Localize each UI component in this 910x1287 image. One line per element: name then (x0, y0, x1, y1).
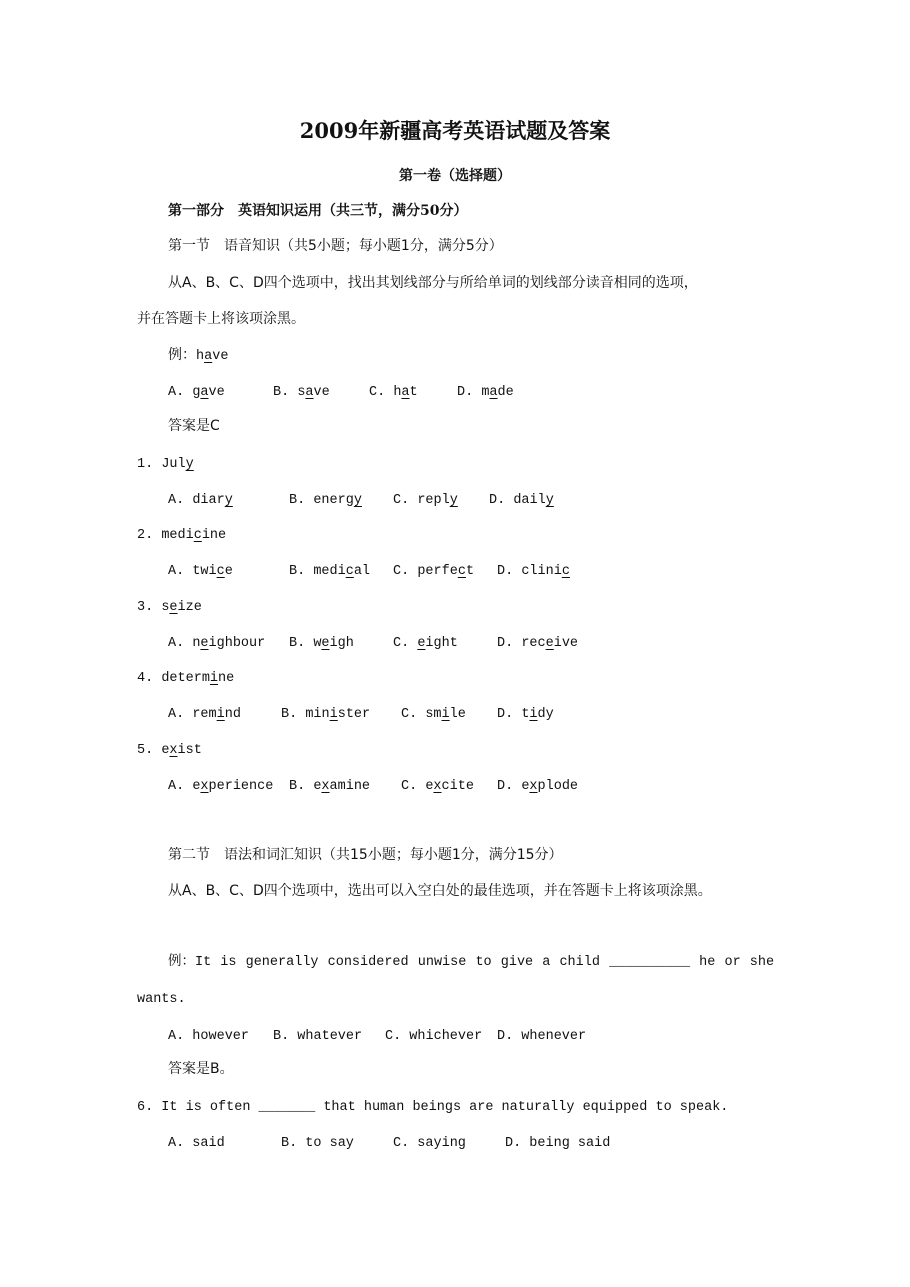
underlined-letters: i (441, 707, 450, 722)
text-fragment: m (481, 385, 490, 400)
example-answer: 答案是C (168, 418, 220, 434)
text-fragment: D. (489, 493, 506, 508)
text-fragment: s (161, 600, 170, 615)
example-option-b (273, 384, 330, 402)
text-fragment: determ (161, 671, 210, 686)
text-fragment: 1. (137, 457, 154, 472)
question-3-word (137, 599, 202, 617)
text-fragment: ist (177, 743, 202, 758)
text-fragment: sm (425, 707, 442, 722)
text-fragment: e (161, 743, 170, 758)
text-fragment: s (297, 385, 306, 400)
underlined-letters: x (529, 779, 538, 794)
underlined-letters: c (561, 564, 570, 579)
example-option-c (369, 384, 418, 402)
text-fragment: C. (401, 707, 418, 722)
text-fragment: 例： (168, 347, 196, 363)
text-fragment: Jul (161, 457, 186, 472)
text-fragment: al (353, 564, 371, 579)
text-fragment: min (305, 707, 330, 722)
example-word (168, 346, 228, 366)
question-5-option-c (401, 778, 474, 796)
question-1-option-a (168, 492, 233, 510)
underlined-letters: c (345, 564, 354, 579)
question-6-option-c: C. saying (393, 1136, 466, 1151)
example2-answer: 答案是B。 (168, 1061, 234, 1077)
underlined-letters: i (329, 707, 338, 722)
question-5-option-d (497, 778, 578, 796)
text-fragment: B. (289, 779, 306, 794)
section1-instruction: 从A、B、C、D四个选项中，找出其划线部分与所给单词的划线部分读音相同的选项， (168, 275, 698, 291)
question-2-option-a (168, 563, 233, 581)
text-fragment: C. (393, 493, 410, 508)
question-1-option-d (489, 492, 554, 510)
underlined-letters: a (489, 385, 498, 400)
text-fragment: A. (168, 707, 185, 722)
text-fragment: ize (177, 600, 202, 615)
underlined-letters: y (545, 493, 554, 508)
text-fragment: ive (553, 636, 579, 651)
underlined-letters: i (216, 707, 225, 722)
question-5-option-b (289, 778, 370, 796)
text-fragment: w (313, 636, 322, 651)
part1-heading: 第一部分 英语知识运用（共三节，满分50分） (168, 203, 468, 219)
text-fragment: de (497, 385, 514, 400)
text-fragment: cite (441, 779, 474, 794)
question-1-option-b (289, 492, 362, 510)
underlined-letters: c (216, 564, 225, 579)
question-6-option-a: A. said (168, 1136, 225, 1151)
text-fragment: e (313, 779, 322, 794)
text-fragment: medi (161, 528, 194, 543)
question-2-word (137, 527, 226, 545)
question-2-option-c (393, 563, 474, 581)
text-fragment: e (192, 779, 201, 794)
underlined-letters: a (401, 385, 410, 400)
text-fragment: 3. (137, 600, 154, 615)
question-4-option-d (497, 706, 554, 724)
section1-instruction-cont: 并在答题卡上将该项涂黑。 (137, 311, 305, 327)
underlined-letters: y (353, 493, 362, 508)
question-2-option-b (289, 563, 370, 581)
underlined-letters: x (200, 779, 209, 794)
text-fragment: diar (192, 493, 225, 508)
underlined-letters: c (457, 564, 466, 579)
underlined-letters: e (200, 636, 209, 651)
text-fragment: rem (192, 707, 217, 722)
text-fragment: dy (537, 707, 554, 722)
question-6-stem: 6. It is often _______ that human beings are naturally equipped to speak. (137, 1100, 729, 1115)
question-5-option-a (168, 778, 273, 796)
text-fragment: A. (168, 493, 185, 508)
text-fragment: t (465, 564, 475, 579)
text-fragment: twi (192, 564, 217, 579)
question-3-option-b (289, 635, 354, 653)
text-fragment: e (425, 779, 434, 794)
text-fragment: B. (273, 385, 290, 400)
text-fragment: perience (208, 779, 274, 794)
section2-heading: 第二节 语法和词汇知识（共15小题；每小题1分，满分15分） (168, 847, 563, 863)
text-fragment: medi (313, 564, 346, 579)
text-fragment: ne (218, 671, 235, 686)
volume-heading: 第一卷（选择题） (399, 168, 511, 184)
underlined-letters: e (417, 636, 426, 651)
example-option-d (457, 384, 514, 402)
underlined-letters: e (169, 600, 178, 615)
text-fragment: A. (168, 385, 185, 400)
text-fragment: ve (313, 385, 330, 400)
text-fragment: clini (521, 564, 562, 579)
underlined-letters: e (545, 636, 554, 651)
text-fragment: A. (168, 564, 185, 579)
text-fragment: h (196, 349, 205, 364)
question-6-option-b: B. to say (281, 1136, 354, 1151)
text-fragment: n (192, 636, 201, 651)
example2-stem: 例：It is generally considered unwise to give a child __________ he or she (168, 955, 775, 970)
question-6-option-d: D. being said (505, 1136, 611, 1151)
text-fragment: ight (425, 636, 458, 651)
text-fragment: t (521, 707, 530, 722)
text-fragment: plode (537, 779, 579, 794)
section2-instruction: 从A、B、C、D四个选项中，选出可以入空白处的最佳选项，并在答题卡上将该项涂黑。 (168, 883, 712, 899)
text-fragment: C. (393, 564, 410, 579)
underlined-letters: x (433, 779, 442, 794)
underlined-letters: a (200, 385, 209, 400)
text-fragment: 2. (137, 528, 154, 543)
question-4-option-c (401, 706, 466, 724)
text-fragment: repl (417, 493, 450, 508)
text-fragment: amine (329, 779, 371, 794)
question-4-word (137, 670, 234, 688)
example-option-a (168, 384, 225, 402)
text-fragment: A. (168, 779, 185, 794)
example2-option-b: B. whatever (273, 1029, 363, 1044)
text-fragment: 5. (137, 743, 154, 758)
text-fragment: B. (289, 564, 306, 579)
underlined-letters: a (204, 349, 213, 364)
text-fragment: D. (497, 779, 514, 794)
example2-option-c: C. whichever (385, 1029, 483, 1044)
underlined-letters: y (449, 493, 458, 508)
text-fragment: C. (393, 636, 410, 651)
text-fragment: energ (313, 493, 354, 508)
question-1-option-c (393, 492, 458, 510)
underlined-letters: y (185, 457, 194, 472)
text-fragment: rec (521, 636, 546, 651)
text-fragment: nd (224, 707, 241, 722)
text-fragment: le (449, 707, 466, 722)
text-fragment: C. (369, 385, 386, 400)
underlined-letters: e (321, 636, 330, 651)
text-fragment: D. (497, 564, 514, 579)
text-fragment: dail (513, 493, 546, 508)
underlined-letters: c (193, 528, 202, 543)
question-3-option-a (168, 635, 265, 653)
text-fragment: D. (497, 707, 514, 722)
underlined-letters: x (169, 743, 178, 758)
text-fragment: h (393, 385, 402, 400)
text-fragment: D. (497, 636, 514, 651)
text-fragment: perfe (417, 564, 458, 579)
text-fragment: ighbour (208, 636, 266, 651)
text-fragment: C. (401, 779, 418, 794)
example2-option-a: A. however (168, 1029, 250, 1044)
document-title: 2009年新疆高考英语试题及答案 (299, 118, 611, 143)
question-4-option-a (168, 706, 241, 724)
underlined-letters: y (224, 493, 233, 508)
text-fragment: B. (289, 636, 306, 651)
underlined-letters: i (529, 707, 538, 722)
text-fragment: ine (201, 528, 227, 543)
text-fragment: e (224, 564, 233, 579)
text-fragment: B. (289, 493, 306, 508)
example2-stem-cont: wants. (137, 992, 186, 1007)
text-fragment: e (521, 779, 530, 794)
text-fragment: igh (329, 636, 354, 651)
underlined-letters: a (305, 385, 314, 400)
underlined-letters: i (209, 671, 219, 686)
example2-option-d: D. whenever (497, 1029, 587, 1044)
text-fragment: B. (281, 707, 298, 722)
question-5-word (137, 742, 202, 760)
section1-heading: 第一节 语音知识（共5小题；每小题1分，满分5分） (168, 238, 503, 254)
question-3-option-d (497, 635, 578, 653)
text-fragment: t (409, 385, 418, 400)
text-fragment: A. (168, 636, 185, 651)
text-fragment: ve (212, 349, 229, 364)
text-fragment: ve (208, 385, 225, 400)
text-fragment: 4. (137, 671, 154, 686)
question-3-option-c (393, 635, 458, 653)
text-fragment: g (192, 385, 201, 400)
underlined-letters: x (321, 779, 330, 794)
question-2-option-d (497, 563, 570, 581)
question-1-word (137, 456, 194, 474)
question-4-option-b (281, 706, 370, 724)
text-fragment: ster (337, 707, 371, 722)
text-fragment: D. (457, 385, 474, 400)
